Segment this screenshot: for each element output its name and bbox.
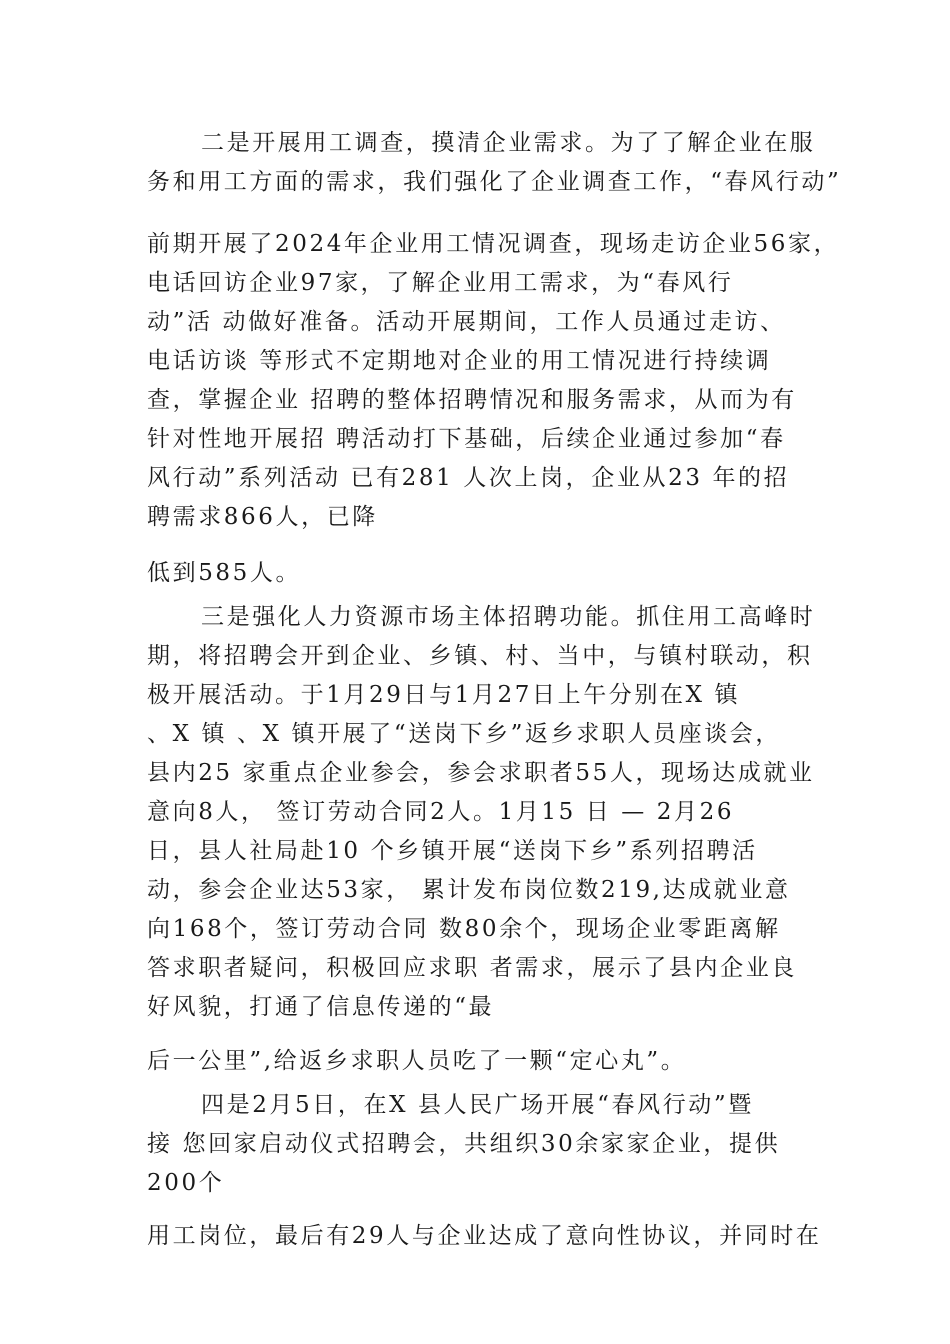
paragraph-4-line-1: 四是2月5日，在X 县人民广场开展“春风行动”暨: [201, 1092, 754, 1118]
paragraph-4-line-4: 用工岗位，最后有29人与企业达成了意向性协议，并同时在: [147, 1223, 822, 1249]
paragraph-2-line-8: 针对性地开展招 聘活动打下基础，后续企业通过参加“春: [147, 426, 786, 452]
paragraph-2-line-6: 电话访谈 等形式不定期地对企业的用工情况进行持续调: [147, 348, 772, 374]
paragraph-3-line-8: 动，参会企业达53家， 累计发布岗位数219,达成就业意: [147, 877, 791, 903]
paragraph-3-line-12: 后一公里”,给返乡求职人员吃了一颗“定心丸”。: [147, 1048, 687, 1074]
paragraph-3-line-5: 县内25 家重点企业参会，参会求职者55人，现场达成就业: [147, 760, 815, 786]
paragraph-4-line-3: 200个: [147, 1170, 225, 1196]
paragraph-3-line-6: 意向8人， 签订劳动合同2人。1月15 日 — 2月26: [147, 799, 735, 825]
paragraph-3-line-1: 三是强化人力资源市场主体招聘功能。抓住用工高峰时: [201, 604, 816, 630]
paragraph-3-line-2: 期，将招聘会开到企业、乡镇、村、当中，与镇村联动，积: [147, 643, 813, 669]
paragraph-2-line-3: 前期开展了2024年企业用工情况调查，现场走访企业56家，: [147, 231, 840, 257]
paragraph-2-line-1: 二是开展用工调查，摸清企业需求。为了了解企业在服: [201, 130, 816, 156]
paragraph-3-line-4: 、X 镇 、X 镇开展了“送岗下乡”返乡求职人员座谈会，: [147, 721, 781, 747]
paragraph-3-line-10: 答求职者疑问，积极回应求职 者需求，展示了县内企业良: [147, 955, 797, 981]
paragraph-2-line-11: 低到585人。: [147, 560, 302, 586]
paragraph-2-line-7: 查，掌握企业 招聘的整体招聘情况和服务需求，从而为有: [147, 387, 797, 413]
paragraph-2-line-2: 务和用工方面的需求，我们强化了企业调查工作，“春风行动”: [147, 169, 842, 195]
paragraph-2-line-4: 电话回访企业97家，了解企业用工需求，为“春风行: [147, 270, 734, 296]
paragraph-2-line-9: 风行动”系列活动 已有281 人次上岗，企业从23 年的招: [147, 465, 790, 491]
paragraph-2-line-10: 聘需求866人，已降: [147, 504, 378, 530]
paragraph-3-line-3: 极开展活动。于1月29日与1月27日上午分别在X 镇: [147, 682, 741, 708]
paragraph-3-line-9: 向168个，签订劳动合同 数80余个，现场企业零距离解: [147, 916, 781, 942]
paragraph-3-line-11: 好风貌，打通了信息传递的“最: [147, 994, 495, 1020]
paragraph-2-line-5: 动”活 动做好准备。活动开展期间，工作人员通过走访、: [147, 309, 786, 335]
paragraph-3-line-7: 日，县人社局赴10 个乡镇开展“送岗下乡”系列招聘活: [147, 838, 758, 864]
paragraph-4-line-2: 接 您回家启动仪式招聘会，共组织30余家家企业，提供: [147, 1131, 781, 1157]
